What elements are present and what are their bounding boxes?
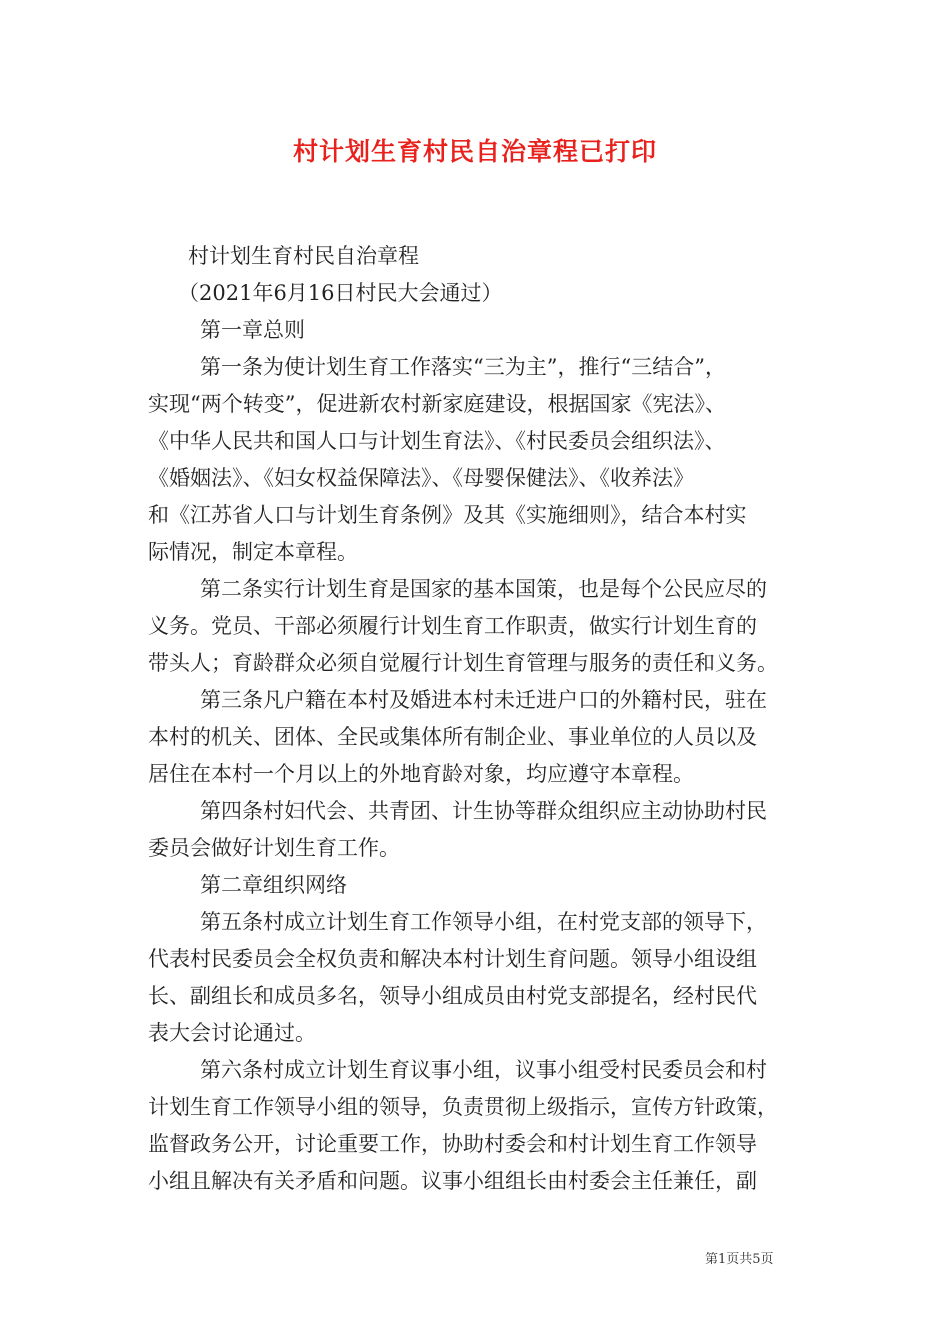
body-line: 居住在本村一个月以上的外地育龄对象，均应遵守本章程。 bbox=[148, 762, 694, 786]
body-line: 监督政务公开，讨论重要工作，协助村委会和村计划生育工作领导 bbox=[148, 1132, 757, 1156]
body-line: 带头人；育龄群众必须自觉履行计划生育管理与服务的责任和义务。 bbox=[148, 651, 778, 675]
body-line: 《婚姻法》、《妇女权益保障法》、《母婴保健法》、《收养法》 bbox=[148, 466, 694, 490]
body-line: 第一章总则 bbox=[200, 318, 305, 342]
body-line: 本村的机关、团体、全民或集体所有制企业、事业单位的人员以及 bbox=[148, 725, 757, 749]
document-title: 村计划生育村民自治章程已打印 bbox=[292, 137, 657, 166]
body-line: 第三条凡户籍在本村及婚进本村未迁进户口的外籍村民，驻在 bbox=[200, 688, 767, 712]
body-line: 第一条为使计划生育工作落实“三为主”，推行“三结合”， bbox=[200, 355, 726, 379]
body-line: 和《江苏省人口与计划生育条例》及其《实施细则》，结合本村实 bbox=[148, 503, 747, 527]
body-line: 小组且解决有关矛盾和问题。议事小组组长由村委会主任兼任，副 bbox=[148, 1169, 757, 1193]
body-line: 《中华人民共和国人口与计划生育法》、《村民委员会组织法》、 bbox=[148, 429, 726, 453]
body-line: 表大会讨论通过。 bbox=[148, 1021, 316, 1045]
body-line: 第六条村成立计划生育议事小组，议事小组受村民委员会和村 bbox=[200, 1058, 767, 1082]
body-line: 第五条村成立计划生育工作领导小组，在村党支部的领导下， bbox=[200, 910, 767, 934]
body-line: 际情况，制定本章程。 bbox=[148, 540, 358, 564]
body-line: 长、副组长和成员多名，领导小组成员由村党支部提名，经村民代 bbox=[148, 984, 757, 1008]
body-line: 实现“两个转变”，促进新农村新家庭建设，根据国家《宪法》、 bbox=[148, 392, 726, 416]
body-line: 计划生育工作领导小组的领导，负责贯彻上级指示，宣传方针政策， bbox=[148, 1095, 778, 1119]
body-line: 委员会做好计划生育工作。 bbox=[148, 836, 400, 860]
body-line: 代表村民委员会全权负责和解决本村计划生育问题。领导小组设组 bbox=[148, 947, 757, 971]
body-line: 第二章组织网络 bbox=[200, 873, 347, 897]
body-line: 第二条实行计划生育是国家的基本国策，也是每个公民应尽的 bbox=[200, 577, 767, 601]
body-line: 村计划生育村民自治章程 bbox=[188, 244, 419, 268]
body-line: 义务。党员、干部必须履行计划生育工作职责，做实行计划生育的 bbox=[148, 614, 757, 638]
body-line: （2021年6月16日村民大会通过） bbox=[178, 281, 503, 305]
page-number: 第1页共5页 bbox=[705, 1252, 774, 1267]
body-line: 第四条村妇代会、共青团、计生协等群众组织应主动协助村民 bbox=[200, 799, 767, 823]
